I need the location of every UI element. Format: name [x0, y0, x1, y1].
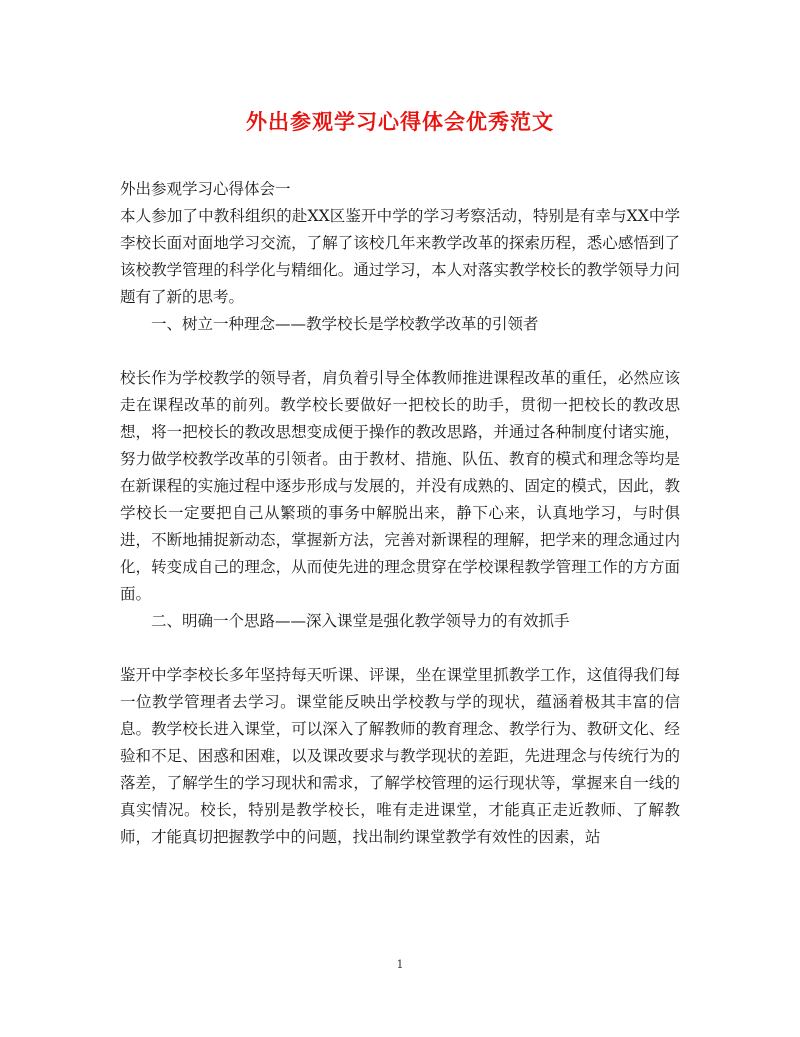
body-paragraph-2: 鉴开中学李校长多年坚持每天听课、评课，坐在课堂里抓教学工作，这值得我们每一位教学管理者去学习。课堂能反映出学校教与学的现状，蕴涵着极其丰富的信息。教学校长进入课堂，可以深入了解教师的教育理念、教学行为、教研文化、经验和不足、困惑和困难，以及课改要求与教学现状的差距，先进理念与传统行为的落差，了解学生的学习现状和需求，了解学校管理的运行现状等，掌握来自一线的真实情况。校长，特别是教学校长，唯有走进课堂，才能真正走近教师、了解教师，才能真切把握教学中的问题，找出制约课堂教学有效性的因素，站	[120, 666, 680, 846]
section-heading-2: 二、明确一个思路——深入课堂是强化教学领导力的有效抓手	[151, 612, 570, 630]
document-title: 外出参观学习心得体会优秀范文	[246, 109, 554, 134]
section-subtitle: 外出参观学习心得体会一	[120, 180, 291, 198]
intro-paragraph: 本人参加了中教科组织的赴XX区鉴开中学的学习考察活动，特别是有幸与XX中学李校长面对面地学习交流，了解了该校几年来教学改革的探索历程，悉心感悟到了该校教学管理的科学化与精细化。通过学习，本人对落实教学校长的教学领导力问题有了新的思考。	[120, 207, 680, 306]
document-body	[120, 176, 680, 851]
page-number: 1	[396, 958, 404, 971]
body-paragraph-1: 校长作为学校教学的领导者，肩负着引导全体教师推进课程改革的重任，必然应该走在课程改革的前列。教学校长要做好一把校长的助手，贯彻一把校长的教改思想，将一把校长的教改思想变成便于操作的教改思路，并通过各种制度付诸实施，努力做学校教学改革的引领者。由于教材、措施、队伍、教育的模式和理念等均是在新课程的实施过程中逐步形成与发展的，并没有成熟的、固定的模式，因此，教学校长一定要把自己从繁琐的事务中解脱出来，静下心来，认真地学习，与时俱进，不断地捕捉新动态，掌握新方法，完善对新课程的理解，把学来的理念通过内化，转变成自己的理念，从而使先进的理念贯穿在学校课程教学管理工作的方方面面。	[120, 369, 680, 603]
section-heading-1: 一、树立一种理念——教学校长是学校教学改革的引领者	[151, 315, 539, 333]
